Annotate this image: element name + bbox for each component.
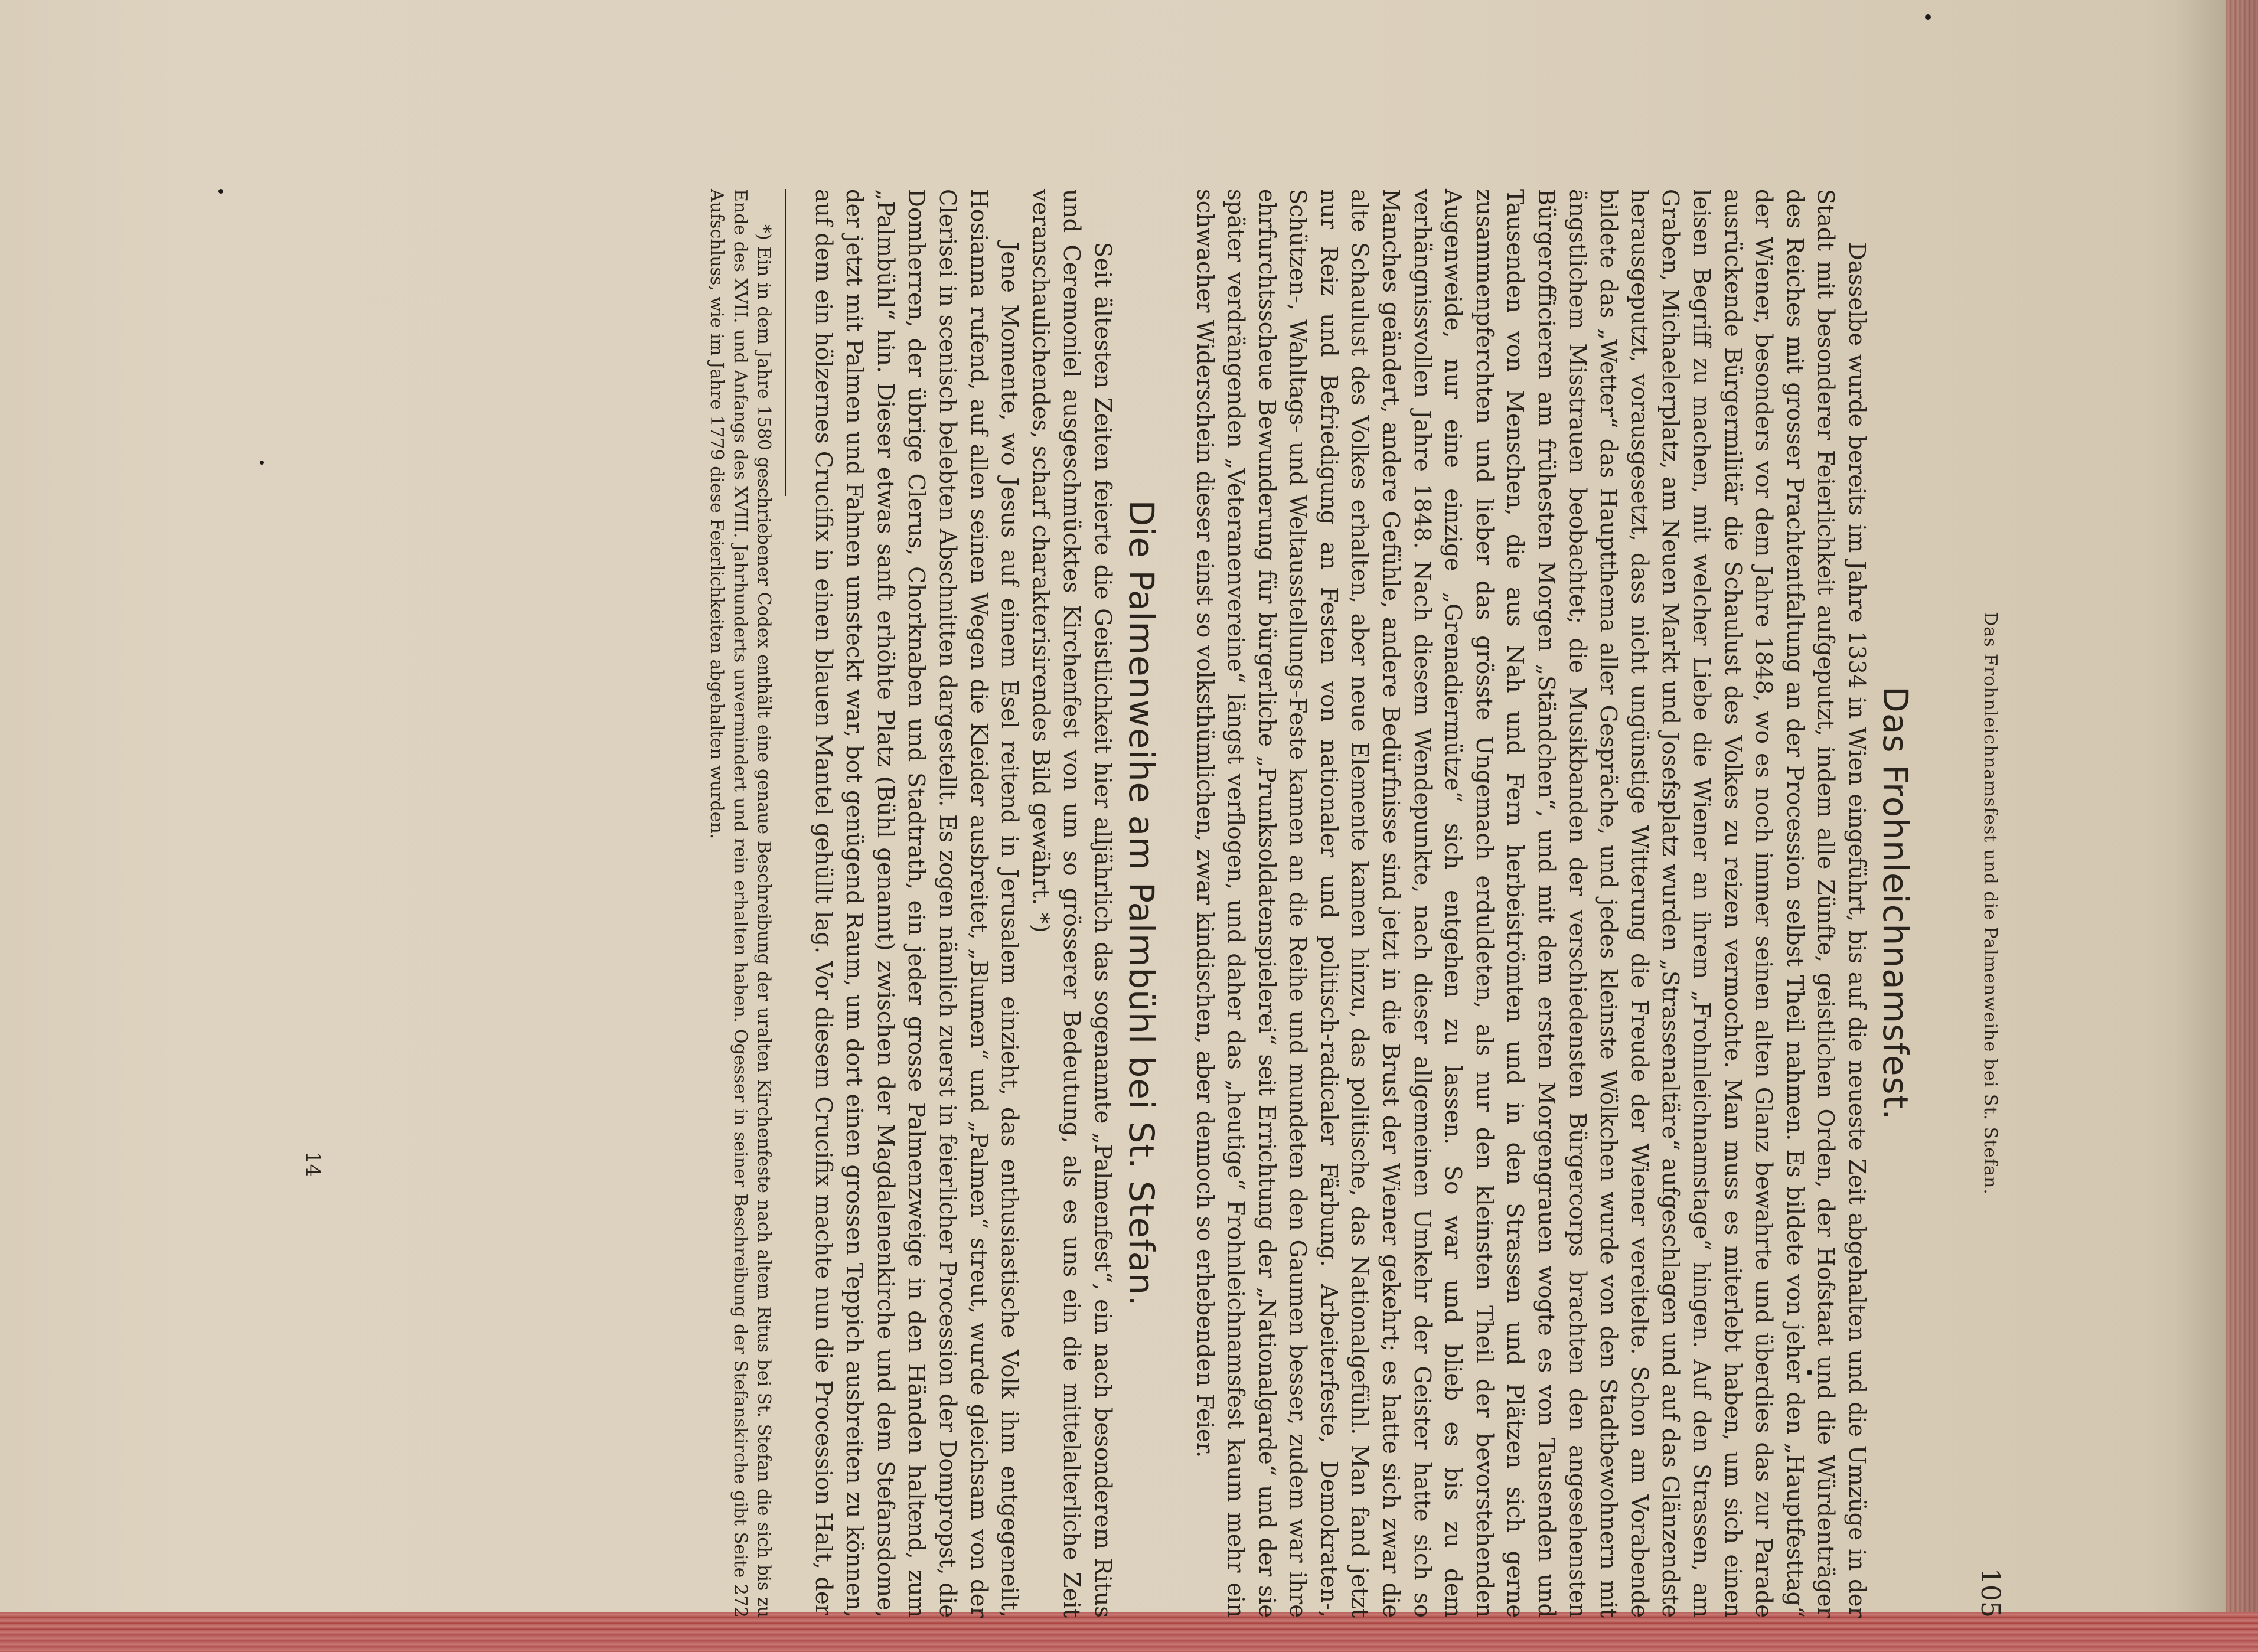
paragraph-jene-momente: Jene Momente, wo Jesus auf einem Esel reitend in Jerusalem einzieht, das enthusiastische Volk ihm entgegeneilt, Hosianna rufend, auf allen seinen Wegen die Kleider ausbreitet, „Blumen“ und „Palmen“ streut, wurde gleichsam von der Clerisei in scenisch belebten Abschnitten dargestellt. Es zogen nämlich zuerst in feierlicher Procession der Dompropst, die Domherren, der übrige Clerus, Chorknaben und Stadtrath, ein jeder grosse Palmenzweige in den Händen haltend, zum „Palmbühl“ hin. Dieser etwas sanft erhöhte Platz (Bühl genannt) zwischen der Magdalenenkirche und dem Stefansdome, der jetzt mit Palmen und Fahnen umsteckt war, bot genügend Raum, um dort einen grossen Teppich ausbreiten zu können, auf dem ein hölzernes Crucifix in einen blauen Mantel gehüllt lag. Vor diesem Crucifix machte nun die Procession Halt, der <box>810 189 1023 1618</box>
paragraph-palmenfest: Seit ältesten Zeiten feierte die Geistlichkeit hier alljährlich das sogenannte „Palmenfest“, ein nach besonderem Ritus und Ceremoniel ausgeschmücktes Kirchenfest von um so grösserer Bedeutung, als es uns ein die mittelalterliche Zeit veranschaulichendes, scharf charakterisirendes Bild gewährt. *) <box>1027 189 1116 1618</box>
speck <box>218 189 223 194</box>
speck <box>260 461 264 465</box>
speck <box>1925 14 1931 20</box>
page-edge-bottom <box>0 1612 2258 1652</box>
footnote: *) Ein in dem Jahre 1580 geschriebener Codex enthält eine genaue Beschreibung der uralten Kirchenfeste nach altem Ritus bei St. Stefan die sich bis zu Ende des XVII. und Anfangs des XVIII. Jahrhunderts unvermindert und rein erhalten haben. Ogesser in seiner Beschreibung der Stefanskirche gibt Seite 272 Aufschluss, wie im Jahre 1779 diese Feierlichkeiten abgehalten wurden. <box>706 189 774 1618</box>
page-number: 105 <box>1975 1568 2005 1618</box>
section-title-frohnleichnamsfest: Das Frohnleichnamsfest. <box>1875 686 1916 1121</box>
rotated-text-block <box>301 189 2008 1618</box>
paragraph-frohnleichnamsfest: Dasselbe wurde bereits im Jahre 1334 in Wien eingeführt, bis auf die neueste Zeit abgehalten und die Umzüge in der Stadt mit besonderer Feierlichkeit aufgeputzt, indem alle Zünfte, geistlichen Orden, der Hofstaat und die Würdenträger des Reiches mit grosser Prachtentfaltung an der Procession selbst Theil nahmen. Es bildete von jeher den „Hauptfesttag“ der Wiener, besonders vor dem Jahre 1848, wo es noch immer seinen alten Glanz bewahrte und überdies das zur Parade ausrückende Bürgermilitär die Schaulust des Volkes zu reizen vermochte. Man muss es miterlebt haben, um sich einen leisen Begriff zu machen, mit welcher Liebe die Wiener an ihrem „Frohnleichnamstage“ hingen. Auf den Strassen, am Graben, Michaelerplatz, am Neuen Markt und Josefsplatz wurden „Strassenaltäre“ aufgeschlagen und auf das Glänzendste herausgeputzt, vorausgesetzt, dass nicht ungünstige Witterung die Freude der Wiener vereitelte. Schon am Vorabende bildete das „Wetter“ das Hauptthema aller Gespräche, und jedes kleinste Wölkchen wurde von den Stadtbewohnern mit ängstlichem Misstrauen beobachtet; die Musikbanden der verschiedensten Bürgercorps brachten den angesehensten Bürgerofficieren am frühesten Morgen „Ständchen“, und mit dem ersten Morgengrauen wogte es von Tausenden und Tausenden von Menschen, die aus Nah und Fern herbeiströmten und in den Strassen und Plätzen sich gerne zusammenpferchten und lieber das grösste Ungemach erduldeten, als nur den kleinsten Theil der bevorstehenden Augenweide, nur eine einzige „Grenadiermütze“ sich entgehen zu lassen. So war und blieb es bis zu dem verhängnissvollen Jahre 1848. Nach diesem Wendepunkte, nach dieser allgemeinen Umkehr der Geister hatte sich so Manches geändert, andere Gefühle, andere Bedürfnisse sind jetzt in die Brust der Wiener gekehrt; es hatte sich zwar die alte Schaulust des Volkes erhalten, aber neue Elemente kamen hinzu, das politische, das Nationalgefühl. Man fand jetzt nur Reiz und Befriedigung an Festen von nationaler und politisch-radicaler Färbung. Arbeiterfeste, Demokraten-, Schützen-, Wahltags- und Weltausstellungs-Feste kamen an die Reihe und mundeten den Gaumen besser, zudem war ihre ehrfurchtsscheue Bewunderung für bürgerliche „Prunksoldatenspielerei“ seit Errichtung der „Nationalgarde“ und der sie später verdrängenden „Veteranenvereine“ längst verflogen, und daher das „heutige“ Frohnleichnamsfest kaum mehr ein schwacher Widerschein dieser einst so volksthümlichen, zwar kindischen, aber dennoch so erhebenden Feier. <box>1191 189 1870 1618</box>
signature-mark: 14 <box>301 1151 325 1177</box>
body-text <box>704 189 1919 1618</box>
running-head: Das Frohnleichnamsfest und die Palmenweihe bei St. Stefan. <box>1980 612 2001 1195</box>
footnote-rule <box>785 189 786 496</box>
page-edge-right <box>2226 0 2258 1652</box>
section-title-palmenweihe: Die Palmenweihe am Palmbühl bei St. Stefan. <box>1121 499 1161 1307</box>
